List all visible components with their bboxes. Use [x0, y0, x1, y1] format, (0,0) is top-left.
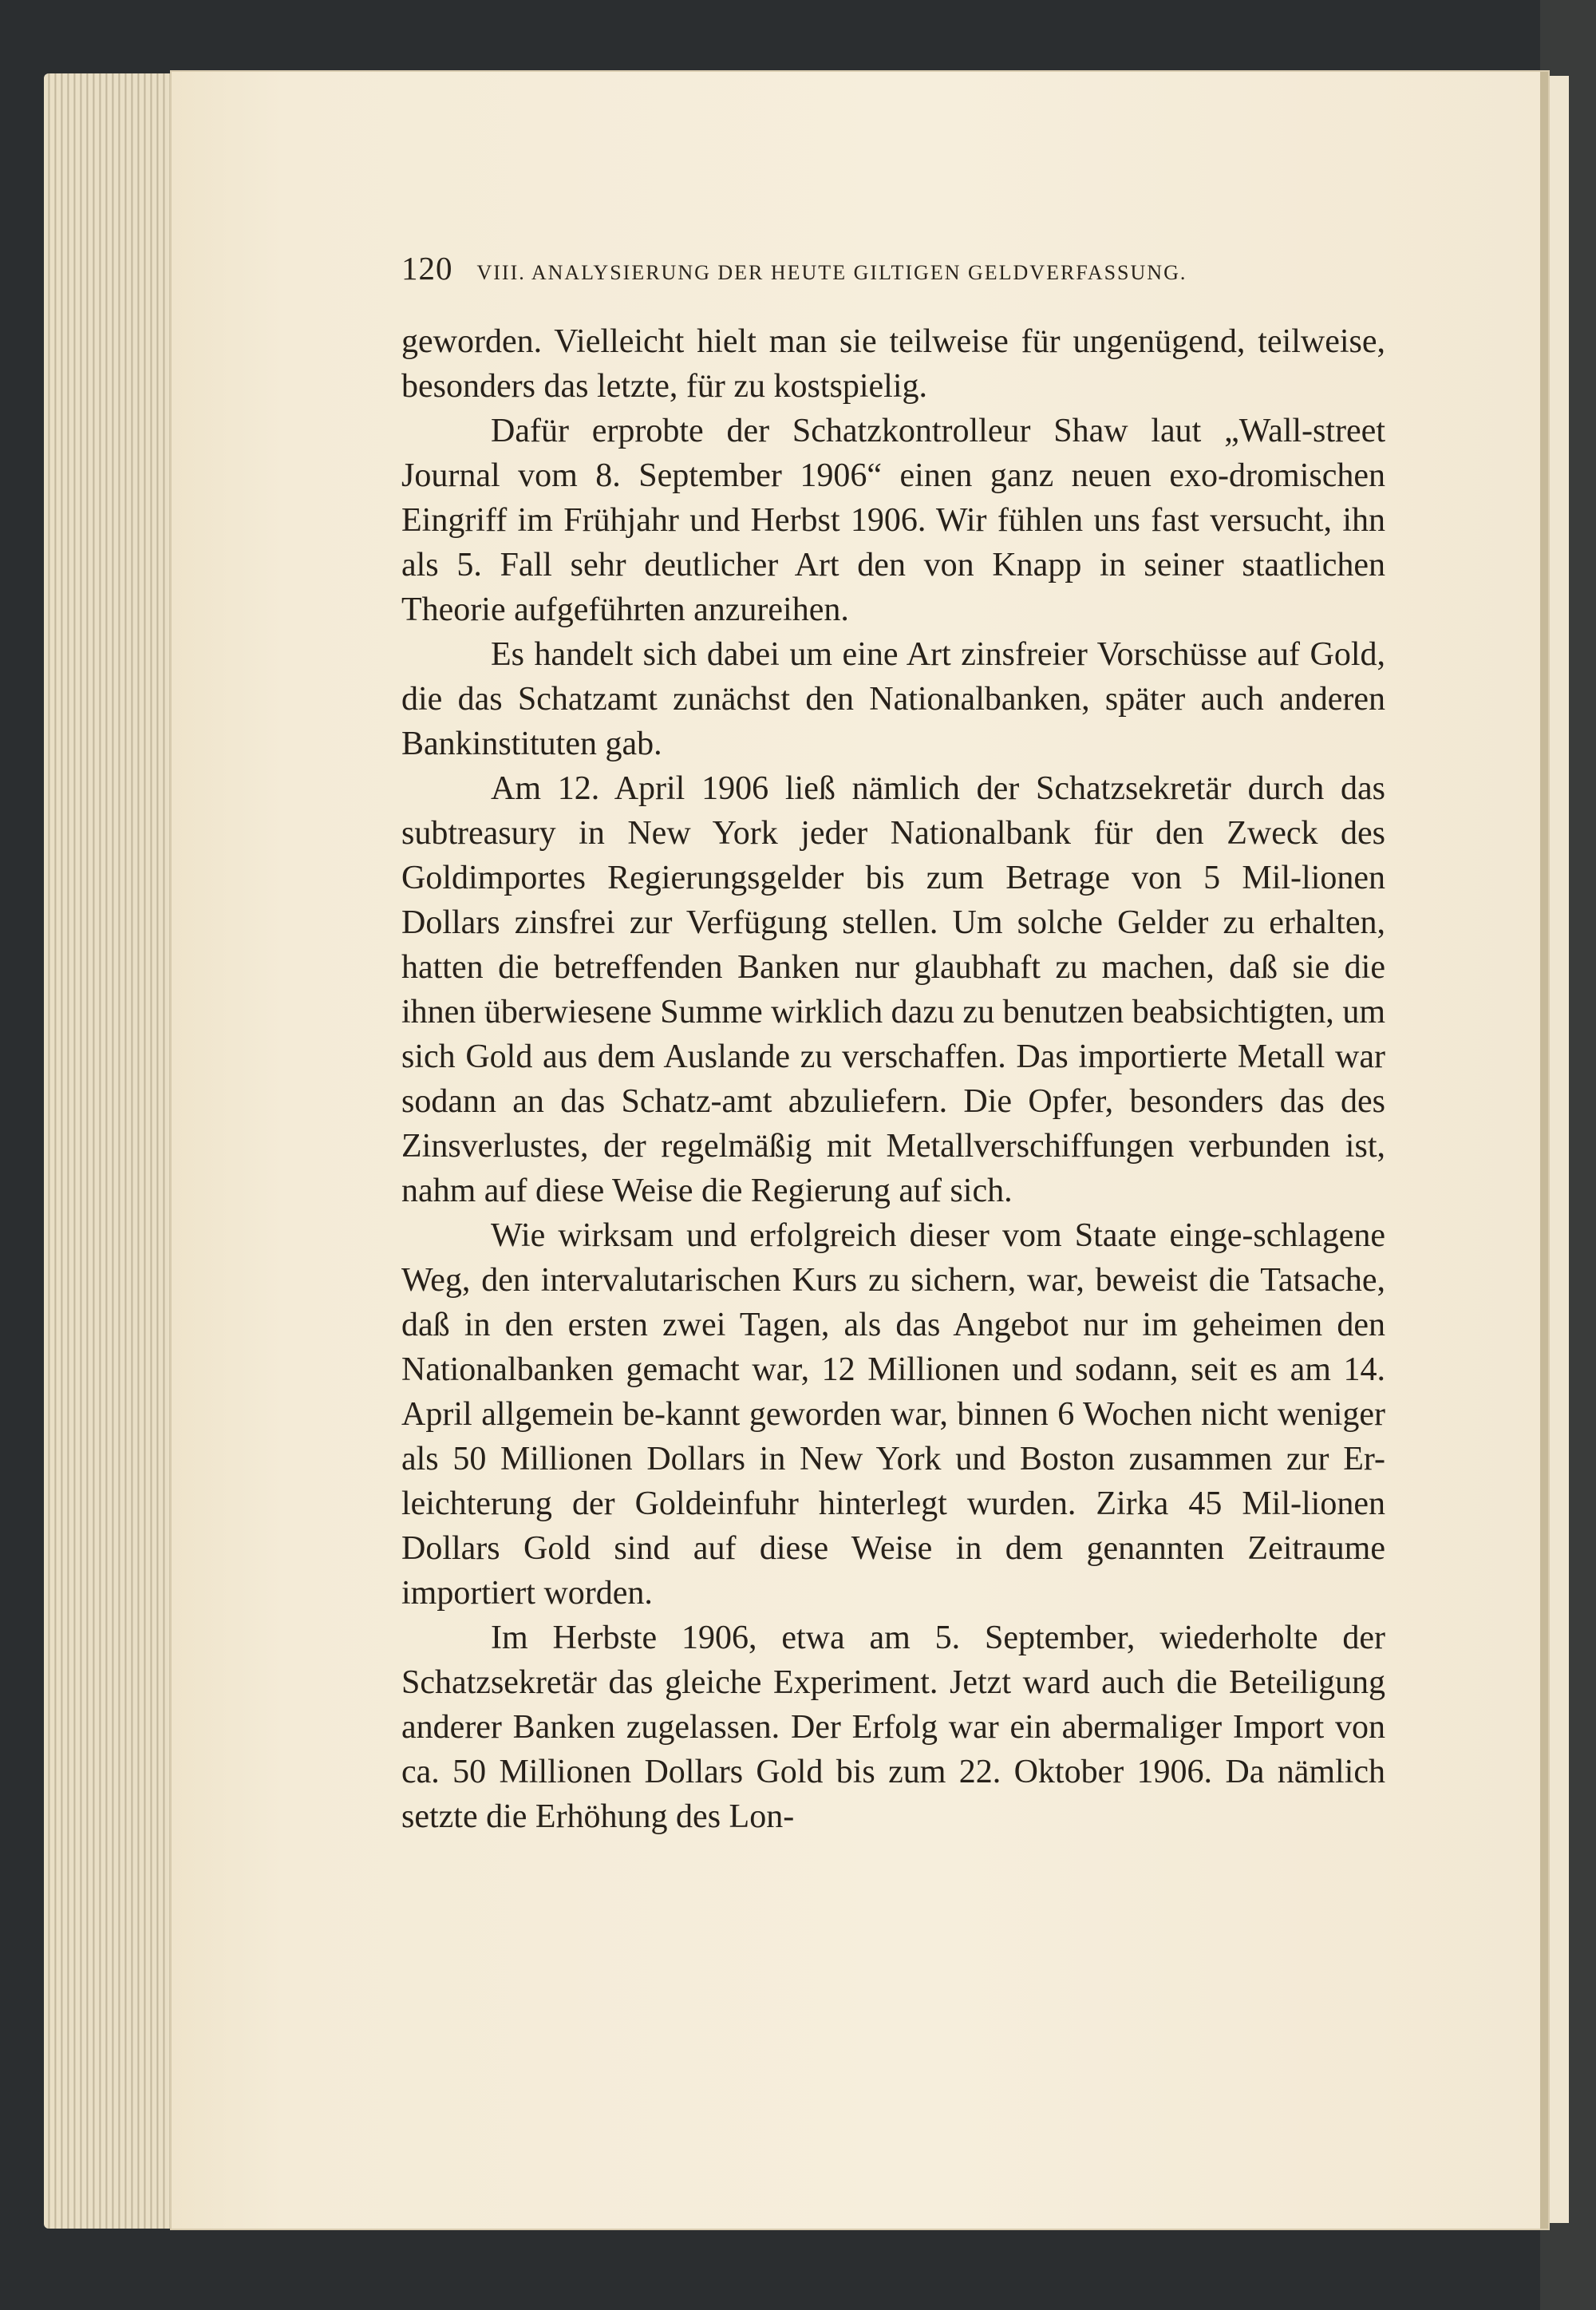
body-text: [401, 319, 1385, 1839]
facing-page-edge: [1550, 76, 1569, 2223]
page-number: 120: [401, 250, 453, 287]
paragraph: Im Herbste 1906, etwa am 5. September, wiederholte der Schatzsekretär das gleiche Experiment. Jetzt ward auch die Beteiligung anderer Banken zugelassen. Der Erfolg war ein abermaliger Import von ca. 50 Millionen Dollars Gold bis zum 22. Oktober 1906. Da nämlich setzte die Erhöhung des Lon-: [401, 1620, 1385, 1835]
page-header: [401, 249, 1387, 297]
paragraph: Dafür erprobte der Schatzkontrolleur Shaw laut „Wall-street Journal vom 8. September 1906“ einen ganz neuen exo-dromischen Eingriff im Frühjahr und Herbst 1906. Wir fühlen uns fast versucht, ihn als 5. Fall sehr deutlicher Art den von Knapp in seiner staatlichen Theorie aufgeführten anzureihen.: [401, 413, 1385, 628]
paragraph: Wie wirksam und erfolgreich dieser vom Staate einge-schlagene Weg, den intervalutarischen Kurs zu sichern, war, beweist die Tatsache, daß in den ersten zwei Tagen, als das Angebot nur im geheimen den Nationalbanken gemacht war, 12 Millionen und sodann, seit es am 14. April allgemein be-kannt geworden war, binnen 6 Wochen nicht weniger als 50 Millionen Dollars in New York und Boston zusammen zur Er-leichterung der Goldeinfuhr hinterlegt wurden. Zirka 45 Mil-lionen Dollars Gold sind auf diese Weise in dem genannten Zeitraume importiert worden.: [401, 1217, 1385, 1612]
paragraph: geworden. Vielleicht hielt man sie teilweise für ungenügend, teilweise, besonders das letzte, für zu kostspielig.: [401, 323, 1385, 405]
page-gutter: [1540, 72, 1548, 2229]
running-title: VIII. ANALYSIERUNG DER HEUTE GILTIGEN GELDVERFASSUNG.: [476, 261, 1187, 284]
paragraph: Es handelt sich dabei um eine Art zinsfreier Vorschüsse auf Gold, die das Schatzamt zunächst den Nationalbanken, später auch anderen Bankinstituten gab.: [401, 636, 1385, 762]
paragraph: Am 12. April 1906 ließ nämlich der Schatzsekretär durch das subtreasury in New York jeder Nationalbank für den Zweck des Goldimportes Regierungsgelder bis zum Betrage von 5 Mil-lionen Dollars zinsfrei zur Verfügung stellen. Um solche Gelder zu erhalten, hatten die betreffenden Banken nur glaubhaft zu machen, daß sie die ihnen überwiesene Summe wirklich dazu zu benutzen beabsichtigten, um sich Gold aus dem Auslande zu verschaffen. Das importierte Metall war sodann an das Schatz-amt abzuliefern. Die Opfer, besonders das des Zinsverlustes, der regelmäßig mit Metallverschiffungen verbunden ist, nahm auf diese Weise die Regierung auf sich.: [401, 770, 1385, 1209]
book-page-edges: [44, 73, 180, 2229]
